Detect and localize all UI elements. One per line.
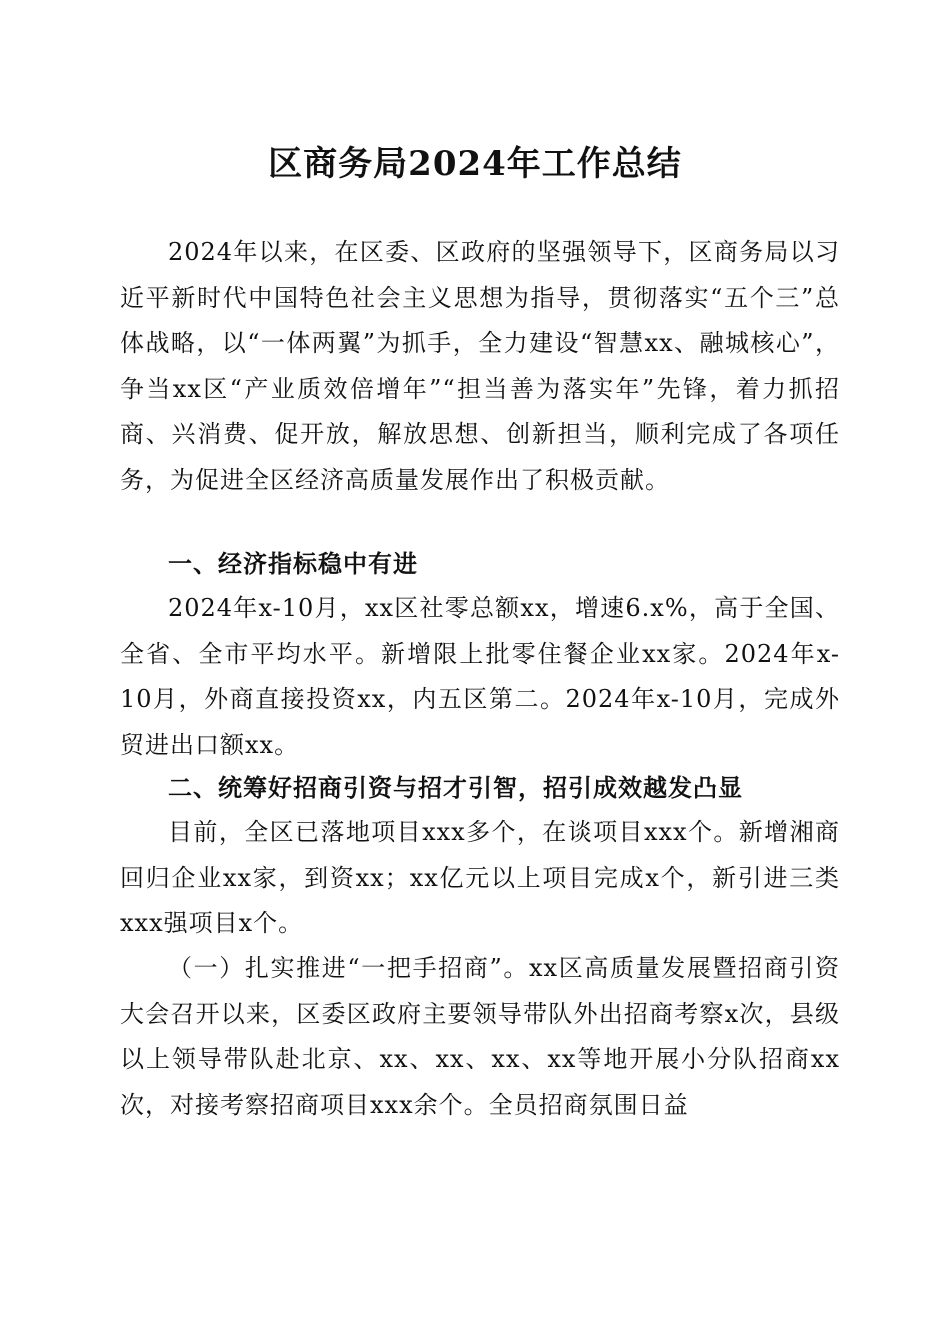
intro-paragraph: 2024年以来，在区委、区政府的坚强领导下，区商务局以习近平新时代中国特色社会主义思想为指导，贯彻落实“五个三”总体战略，以“一体两翼”为抓手，全力建设“智慧xx、融城核心”，争当xx区“产业质效倍增年”“担当善为落实年”先锋，着力抓招商、兴消费、促开放，解放思想、创新担当，顺利完成了各项任务，为促进全区经济高质量发展作出了积极贡献。 <box>120 238 840 494</box>
document-title: 区商务局2024年工作总结 <box>268 144 682 184</box>
economic-indicators-paragraph: 2024年x-10月，xx区社零总额xx，增速6.x%，高于全国、全省、全市平均水平。新增限上批零住餐企业xx家。2024年x-10月，外商直接投资xx，内五区第二。2024年x-10月，完成外贸进出口额xx。 <box>120 594 840 759</box>
section-heading-1: 一、经济指标稳中有进 <box>168 550 418 578</box>
leader-investment-paragraph: （一）扎实推进“一把手招商”。xx区高质量发展暨招商引资大会召开以来，区委区政府主要领导带队外出招商考察x次，县级以上领导带队赴北京、xx、xx、xx、xx等地开展小分队招商xx次，对接考察招商项目xxx余个。全员招商氛围日益 <box>120 954 840 1119</box>
investment-results-paragraph: 目前，全区已落地项目xxx多个，在谈项目xxx个。新增湘商回归企业xx家，到资xx；xx亿元以上项目完成x个，新引进三类xxx强项目x个。 <box>120 818 840 937</box>
section-heading-2: 二、统筹好招商引资与招才引智，招引成效越发凸显 <box>168 774 743 802</box>
